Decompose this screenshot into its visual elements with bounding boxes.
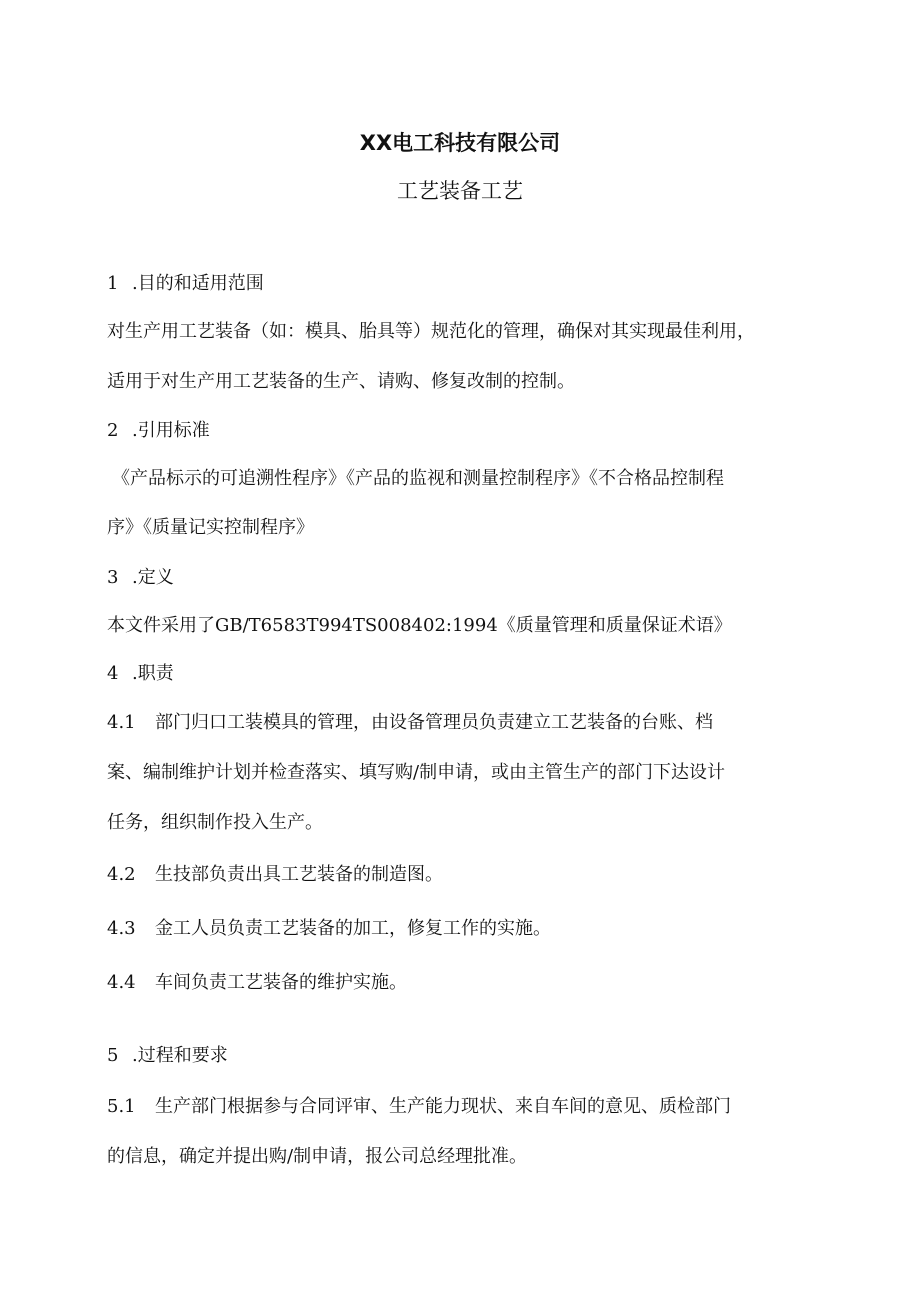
section-number: 4 <box>107 663 119 684</box>
section-4-heading <box>107 661 174 687</box>
item-text: 部门归口工装模具的管理，由设备管理员负责建立工艺装备的台账、档 <box>155 712 713 733</box>
item-text: 金工人员负责工艺装备的加工，修复工作的实施。 <box>155 918 551 939</box>
item-text: 生技部负责出具工艺装备的制造图。 <box>155 864 443 885</box>
section-number: 2 <box>107 420 119 441</box>
section-2-heading <box>107 418 210 444</box>
item-4-1-line-1 <box>107 710 713 736</box>
section-title: .过程和要求 <box>132 1045 228 1066</box>
document-title: 工艺装备工艺 <box>397 179 523 203</box>
section-number: 1 <box>107 273 119 294</box>
section-1-text-line-1: 对生产用工艺装备（如：模具、胎具等）规范化的管理，确保对其实现最佳利用， <box>107 321 755 342</box>
item-text: 车间负责工艺装备的维护实施。 <box>155 972 407 993</box>
section-number: 3 <box>107 567 119 588</box>
item-4-4 <box>107 970 407 996</box>
section-title: .职责 <box>132 663 174 684</box>
section-3-text-line-1: 本文件采用了GB/T6583T994TS008402:1994《质量管理和质量保证术语》 <box>107 615 732 636</box>
section-5-heading <box>107 1043 228 1069</box>
item-number: 4.4 <box>107 972 136 993</box>
item-number: 4.2 <box>107 864 136 885</box>
item-4-1-line-2: 案、编制维护计划并检查落实、填写购/制申请，或由主管生产的部门下达设计 <box>107 762 726 783</box>
section-title: .目的和适用范围 <box>132 273 264 294</box>
section-2-text-line-2: 序》《质量记实控制程序》 <box>107 517 314 538</box>
section-2-text-line-1: 《产品标示的可追溯性程序》《产品的监视和测量控制程序》《不合格品控制程 <box>112 468 724 489</box>
company-name: XX电工科技有限公司 <box>359 131 561 155</box>
item-4-2 <box>107 862 443 888</box>
item-4-1-line-3: 任务，组织制作投入生产。 <box>107 812 323 833</box>
section-number: 5 <box>107 1045 119 1066</box>
item-number: 4.3 <box>107 918 136 939</box>
section-title: .定义 <box>132 567 174 588</box>
item-5-1-line-2: 的信息，确定并提出购/制申请，报公司总经理批准。 <box>107 1146 528 1167</box>
item-text: 生产部门根据参与合同评审、生产能力现状、来自车间的意见、质检部门 <box>155 1096 731 1117</box>
section-1-text-line-2: 适用于对生产用工艺装备的生产、请购、修复改制的控制。 <box>107 371 575 392</box>
section-title: .引用标准 <box>132 420 210 441</box>
section-1-heading <box>107 271 264 297</box>
section-3-heading <box>107 565 174 591</box>
item-number: 4.1 <box>107 712 136 733</box>
item-5-1-line-1 <box>107 1094 731 1120</box>
item-number: 5.1 <box>107 1096 136 1117</box>
item-4-3 <box>107 916 551 942</box>
